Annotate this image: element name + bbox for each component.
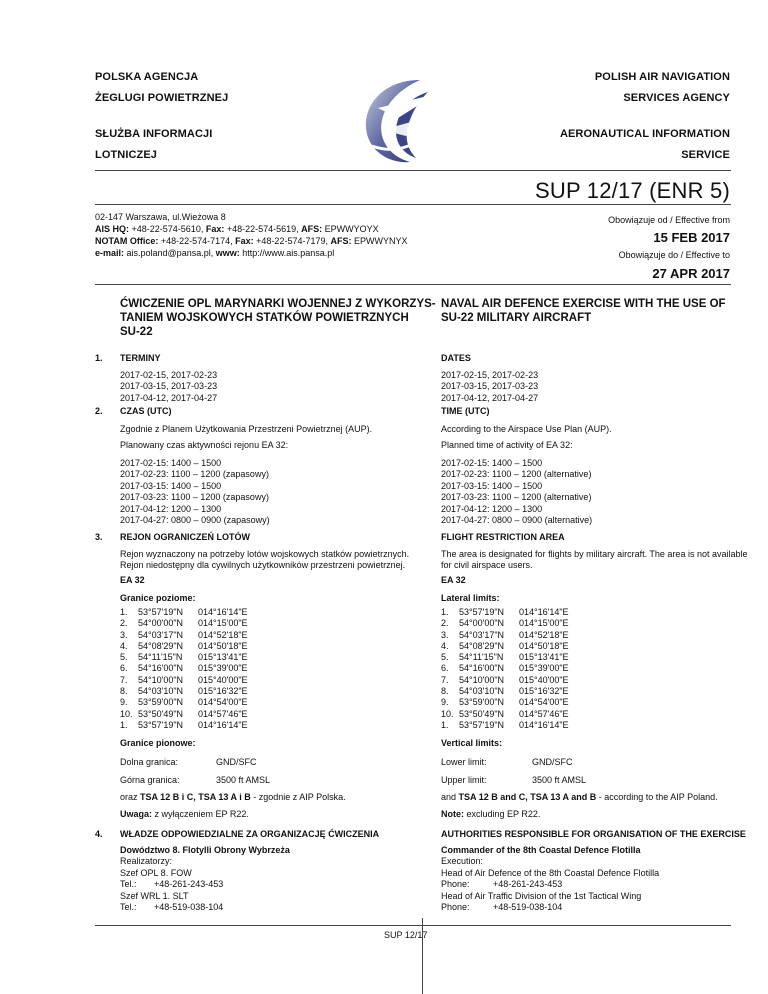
coordinate-row: 1. 53°57'19"N 014°16'14"E (120, 719, 248, 730)
lower-limit-label-en: Lower limit: (441, 757, 487, 767)
dates-divider (95, 284, 731, 285)
service-name-pl-1: SŁUŻBA INFORMACJI (95, 128, 213, 140)
area-name-en: EA 32 (441, 575, 466, 585)
coordinate-row: 1. 53°57'19"N 014°16'14"E (120, 607, 248, 617)
coordinate-row: 6. 54°16'00"N 015°39'00"E (441, 663, 569, 674)
dates-list-pl: 2017-02-15, 2017-02-23 2017-03-15, 2017-03-23 2017-04-12, 2017-04-27 (120, 370, 218, 403)
coordinate-row: 1. 53°57'19"N 014°16'14"E (441, 607, 569, 617)
exercise-title-pl: ĆWICZENIE OPL MARYNARKI WOJENNEJ Z WYKORZYS- TANIEM WOJSKOWYCH STATKÓW POWIETRZNYCH SU-22 (120, 298, 436, 338)
header-divider (95, 170, 731, 171)
service-name-pl-2: LOTNICZEJ (95, 149, 158, 161)
section-3-heading-pl: REJON OGRANICZEŃ LOTÓW (120, 532, 250, 542)
ais-hq-line: AIS HQ: +48-22-574-5610, Fax: +48-22-574-5619, AFS: EPWWYOYX (95, 224, 379, 234)
coordinate-row: 6. 54°16'00"N 015°39'00"E (120, 663, 248, 674)
lateral-limits-pl: Granice poziome: (120, 593, 196, 603)
agency-name-en-2: SERVICES AGENCY (623, 92, 730, 104)
section-3-number: 3. (95, 532, 103, 542)
section-3-heading-en: FLIGHT RESTRICTION AREA (441, 532, 565, 542)
sup-title: SUP 12/17 (ENR 5) (535, 178, 730, 203)
coordinate-row: 4. 54°08'29"N 014°50'18"E (120, 640, 248, 651)
effective-to-label: Obowiązuje do / Effective to (618, 250, 730, 260)
upper-limit-label-en: Upper limit: (441, 775, 487, 785)
coordinate-row: 4. 54°08'29"N 014°50'18"E (441, 640, 569, 651)
vertical-limits-en: Vertical limits: (441, 738, 503, 748)
coordinate-row: 9. 53°59'00"N 014°54'00"E (120, 697, 248, 708)
coordinate-row: 1. 53°57'19"N 014°16'14"E (441, 719, 569, 730)
effective-from-date: 15 FEB 2017 (653, 230, 730, 245)
section-2-heading-en: TIME (UTC) (441, 406, 490, 416)
upper-limit-value-en: 3500 ft AMSL (532, 775, 587, 785)
coordinate-row: 8. 54°03'10"N 015°16'32"E (120, 686, 248, 697)
times-list-pl: 2017-02-15: 1400 – 1500 2017-02-23: 1100 – 1200 (zapasowy) 2017-03-15: 1400 – 1500 2017-03-23: 1100 – 1200 (zapasowy) 2017-04-12: 1200 – 1300 2017-04-27: 0800 – 0900 (zapasowy) (120, 458, 270, 526)
times-list-en: 2017-02-15: 1400 – 1500 2017-02-23: 1100 – 1200 (alternative) 2017-03-15: 1400 – 1500 2017-03-23: 1100 – 1200 (alternative) 2017-04-12: 1200 – 1300 2017-04-27: 0800 – 0900 (alternative) (441, 458, 593, 526)
note-pl: Uwaga: z wyłączeniem EP R22. (120, 809, 249, 819)
coordinate-row: 8. 54°03'10"N 015°16'32"E (441, 686, 569, 697)
coordinate-row: 7. 54°10'00"N 015°40'00"E (120, 674, 248, 685)
exercise-title-en: NAVAL AIR DEFENCE EXERCISE WITH THE USE OF SU-22 MILITARY AIRCRAFT (441, 298, 726, 324)
effective-to-date: 27 APR 2017 (652, 266, 730, 281)
section-4-heading-en: AUTHORITIES RESPONSIBLE FOR ORGANISATION OF THE EXERCISE (441, 829, 746, 839)
section-1-heading-en: DATES (441, 353, 471, 363)
note-en: Note: excluding EP R22. (441, 809, 541, 819)
agency-name-pl-2: ŻEGLUGI POWIETRZNEJ (95, 92, 229, 104)
vertical-limits-pl: Granice pionowe: (120, 738, 196, 748)
effective-from-label: Obowiązuje od / Effective from (608, 215, 730, 225)
authorities-pl: Dowództwo 8. Flotylli Obrony Wybrzeża Realizatorzy: Szef OPL 8. FOW Tel.: +48-261-243-453 Szef WRL 1. SLT Tel.: +48-519-038-104 (120, 845, 290, 913)
section-2-heading-pl: CZAS (UTC) (120, 406, 172, 416)
planned-label-pl: Planowany czas aktywności rejonu EA 32: (120, 440, 289, 450)
coordinate-row: 7. 54°10'00"N 015°40'00"E (441, 674, 569, 685)
authorities-en: Commander of the 8th Coastal Defence Flotilla Execution: Head of Air Defence of the 8th Coastal Defence Flotilla Phone: +48-261-243-453 Head of Air Traffic Division of the 1st Tactical Wing Phone: +48-519-038-104 (441, 845, 660, 913)
tsa-line-pl: oraz TSA 12 B i C, TSA 13 A i B - zgodnie z AIP Polska. (120, 792, 346, 802)
dates-list-en: 2017-02-15, 2017-02-23 2017-03-15, 2017-03-23 2017-04-12, 2017-04-27 (441, 370, 539, 403)
service-name-en-1: AERONAUTICAL INFORMATION (559, 128, 730, 140)
upper-limit-label-pl: Górna granica: (120, 775, 180, 785)
footer-page-id: SUP 12/17 (384, 930, 428, 940)
coordinate-row: 10. 53°50'49"N 014°57'46"E (120, 708, 248, 719)
lower-limit-value-pl: GND/SFC (216, 757, 257, 767)
email-line: e-mail: ais.poland@pansa.pl, www: http://www.ais.pansa.pl (95, 248, 335, 258)
coordinate-row: 10. 53°50'49"N 014°57'46"E (441, 708, 569, 719)
coordinates-list-pl (120, 607, 248, 731)
coordinate-row: 5. 54°11'15"N 015°13'41"E (441, 652, 569, 663)
lower-limit-label-pl: Dolna granica: (120, 757, 179, 767)
planned-label-en: Planned time of activity of EA 32: (441, 440, 573, 450)
section-1-number: 1. (95, 353, 103, 363)
notam-line: NOTAM Office: +48-22-574-7174, Fax: +48-22-574-7179, AFS: EPWWYNYX (95, 236, 408, 246)
coordinate-row: 2. 54°00'00"N 014°15'00"E (120, 618, 248, 629)
tsa-line-en: and TSA 12 B and C, TSA 13 A and B - according to the AIP Poland. (441, 792, 718, 802)
aup-text-en: According to the Airspace Use Plan (AUP). (441, 424, 612, 434)
section-2-number: 2. (95, 406, 103, 416)
footer-divider (95, 925, 731, 926)
section-4-number: 4. (95, 829, 103, 839)
area-name-pl: EA 32 (120, 575, 145, 585)
agency-name-en-1: POLISH AIR NAVIGATION (594, 71, 730, 83)
lateral-limits-en: Lateral limits: (441, 593, 500, 603)
coordinate-row: 2. 54°00'00"N 014°15'00"E (441, 618, 569, 629)
website-link[interactable]: http://www.ais.pansa.pl (239, 248, 335, 258)
section-1-heading-pl: TERMINY (120, 353, 161, 363)
section-4-heading-pl: WŁADZE ODPOWIEDZIALNE ZA ORGANIZACJĘ ĆWICZENIA (120, 829, 380, 839)
pansa-logo-icon (358, 74, 442, 171)
coordinate-row: 9. 53°59'00"N 014°54'00"E (441, 697, 569, 708)
coordinates-list-en (441, 607, 569, 731)
coordinate-row: 3. 54°03'17"N 014°52'18"E (120, 629, 248, 640)
coordinate-row: 5. 54°11'15"N 015°13'41"E (120, 652, 248, 663)
lower-limit-value-en: GND/SFC (532, 757, 573, 767)
service-name-en-2: SERVICE (681, 149, 730, 161)
upper-limit-value-pl: 3500 ft AMSL (216, 775, 271, 785)
email-link[interactable]: ais.poland@pansa.pl, (124, 248, 216, 258)
agency-name-pl-1: POLSKA AGENCJA (95, 71, 199, 83)
address-line: 02-147 Warszawa, ul.Wieżowa 8 (95, 212, 226, 222)
address-block (95, 211, 408, 259)
coordinate-row: 3. 54°03'17"N 014°52'18"E (441, 629, 569, 640)
aup-text-pl: Zgodnie z Planem Użytkowania Przestrzeni Powietrznej (AUP). (120, 424, 373, 434)
area-desc-en: The area is designated for flights by military aircraft. The area is not available for civil airspace users. (441, 549, 748, 571)
title-divider (95, 204, 731, 205)
area-desc-pl: Rejon wyznaczony na potrzeby lotów wojskowych statków powietrznych. Rejon niedostępny dla cywilnych użytkowników przestrzeni powietrznej. (120, 549, 410, 571)
